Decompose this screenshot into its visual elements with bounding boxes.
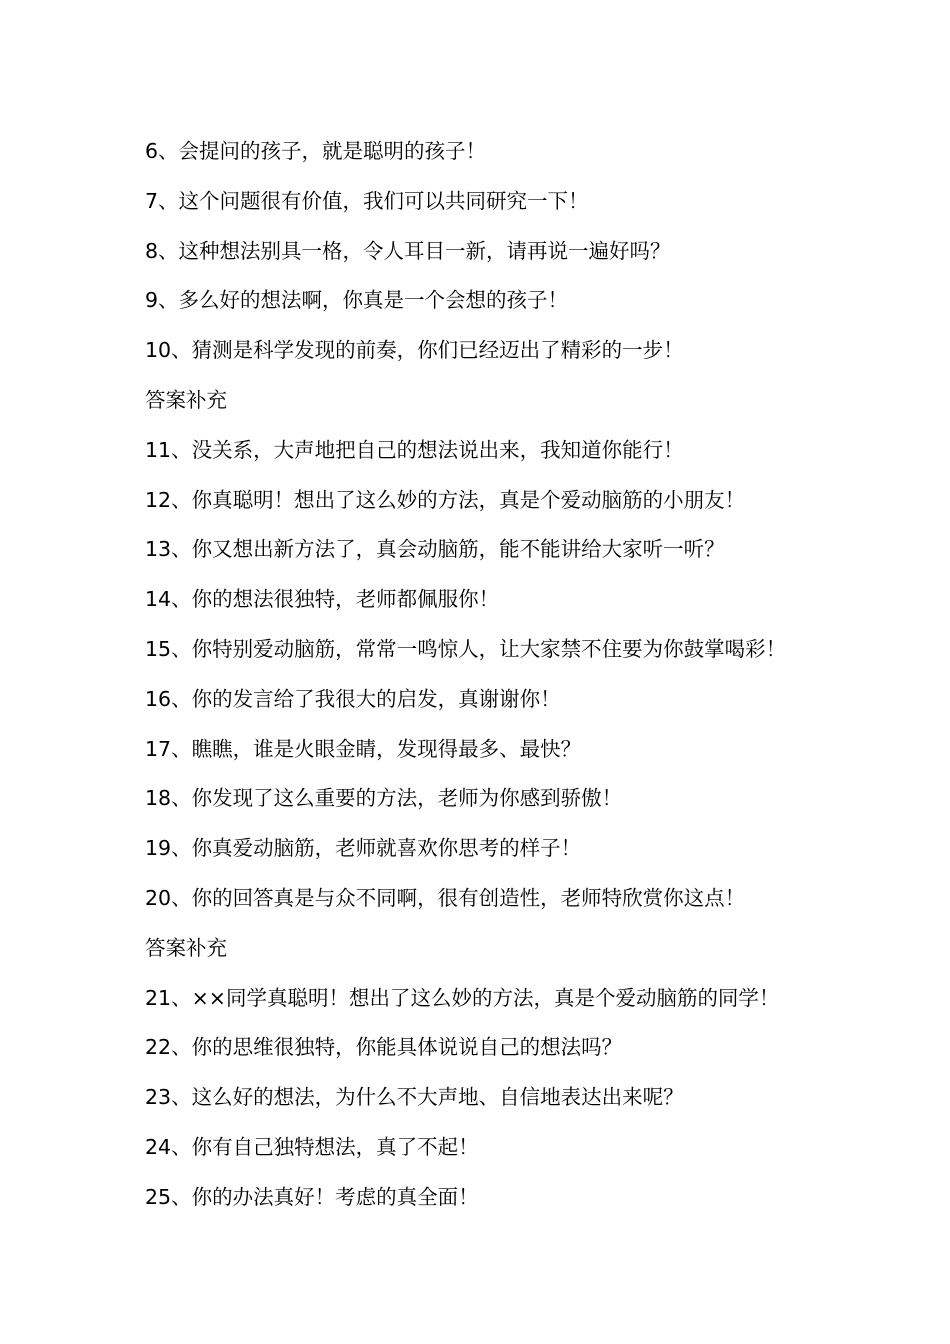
praise-item-13: 13、你又想出新方法了，真会动脑筋，能不能讲给大家听一听？ [145,537,725,562]
praise-item-11: 11、没关系，大声地把自己的想法说出来，我知道你能行！ [145,437,684,462]
praise-item-18: 18、你发现了这么重要的方法，老师为你感到骄傲！ [145,786,623,811]
praise-item-22: 22、你的思维很独特，你能具体说说自己的想法吗？ [145,1035,623,1060]
praise-item-9: 9、多么好的想法啊，你真是一个会想的孩子！ [145,288,569,313]
praise-item-15: 15、你特别爱动脑筋，常常一鸣惊人，让大家禁不住要为你鼓掌喝彩！ [145,636,787,661]
praise-item-25: 25、你的办法真好！考虑的真全面！ [145,1184,479,1209]
praise-item-12: 12、你真聪明！想出了这么妙的方法，真是个爱动脑筋的小朋友！ [145,487,746,512]
praise-item-19: 19、你真爱动脑筋，老师就喜欢你思考的样子！ [145,836,582,861]
section-heading: 答案补充 [145,387,227,412]
praise-item-24: 24、你有自己独特想法，真了不起！ [145,1134,479,1159]
praise-item-6: 6、会提问的孩子，就是聪明的孩子！ [145,139,487,163]
praise-item-20: 20、你的回答真是与众不同啊，很有创造性，老师特欣赏你这点！ [145,885,746,910]
praise-item-10: 10、猜测是科学发现的前奏，你们已经迈出了精彩的一步！ [145,338,684,363]
praise-item-8: 8、这种想法别具一格，令人耳目一新，请再说一遍好吗？ [145,238,671,263]
praise-item-16: 16、你的发言给了我很大的启发，真谢谢你！ [145,686,561,711]
praise-item-17: 17、瞧瞧，谁是火眼金睛，发现得最多、最快？ [145,736,582,761]
praise-item-23: 23、这么好的想法，为什么不大声地、自信地表达出来呢？ [145,1085,684,1110]
praise-item-7: 7、这个问题很有价值，我们可以共同研究一下！ [145,188,589,213]
document-body [145,133,925,1229]
praise-item-14: 14、你的想法很独特，老师都佩服你！ [145,587,500,612]
praise-item-21: 21、××同学真聪明！想出了这么妙的方法，真是个爱动脑筋的同学！ [145,985,780,1010]
section-heading: 答案补充 [145,935,227,960]
